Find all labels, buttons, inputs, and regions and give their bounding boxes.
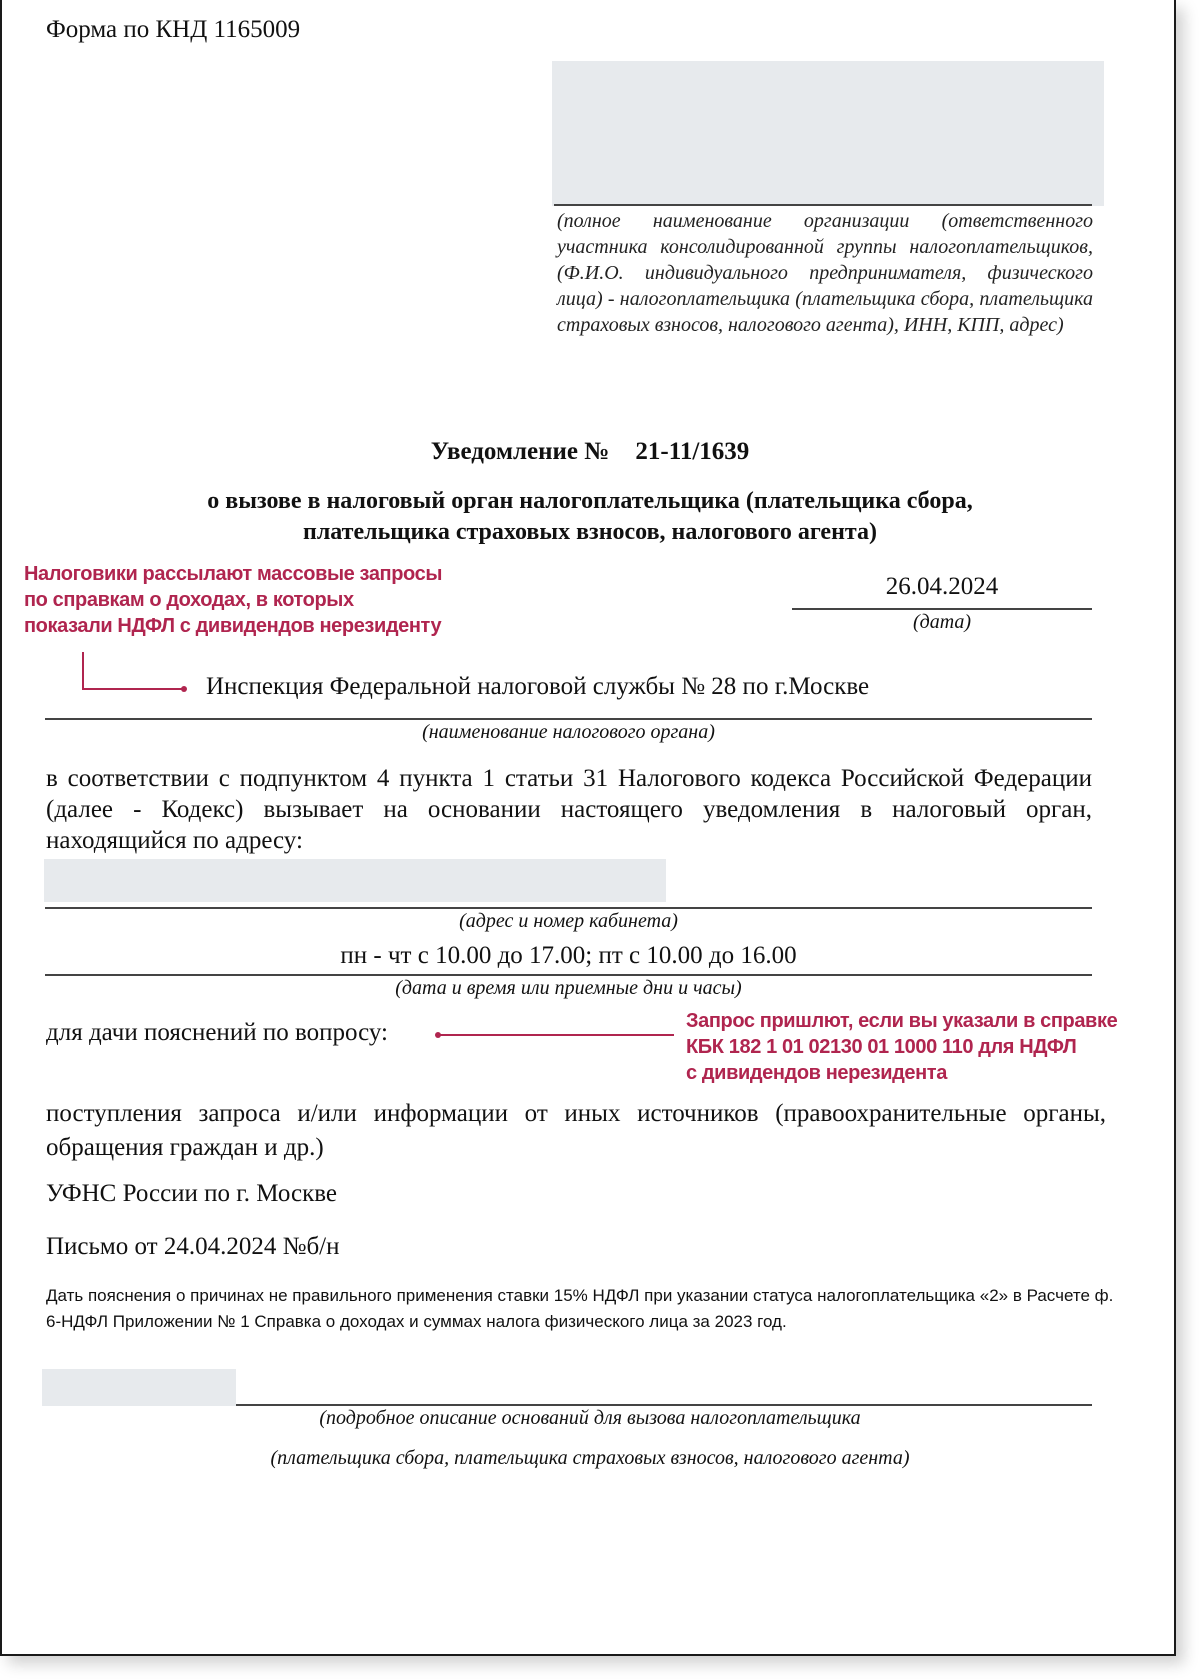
letter-reference: Письмо от 24.04.2024 №б/н (46, 1233, 340, 1260)
annotation-connector-line (438, 1034, 674, 1036)
reason-caption: (плательщика сбора, плательщика страховых взносов, налогового агента) (270, 1447, 910, 1469)
reason-underline (236, 1404, 1092, 1406)
taxpayer-redacted-field (552, 61, 1104, 206)
annotation-line: с дивидендов нерезидента (686, 1062, 947, 1084)
annotation-kbk-condition (686, 1008, 1117, 1086)
notice-number: 21-11/1639 (635, 438, 750, 465)
notice-subtitle-line: о вызове в налоговый орган налогоплательщика (плательщика сбора, (207, 488, 973, 514)
annotation-mass-requests (24, 561, 442, 639)
annotation-line: Налоговики рассылают массовые запросы (24, 563, 443, 585)
address-redacted-field (44, 859, 666, 902)
reception-hours: пн - чт с 10.00 до 17.00; пт с 10.00 до 16.00 (340, 942, 797, 969)
annotation-line: показали НДФЛ с дивидендов нерезиденту (24, 615, 442, 637)
question-text: поступления запроса и/или информации от иных источников (правоохранительные органы, обращения граждан и др.) (46, 1100, 1106, 1161)
notice-title-label: Уведомление № (430, 438, 610, 465)
summons-body-text: в соответствии с подпунктом 4 пункта 1 статьи 31 Налогового кодекса Российской Федерации (далее - Кодекс) вызывает на основании настоящего уведомления в налоговый орган, находящийся по адресу: (46, 765, 1092, 854)
hours-caption: (дата и время или приемные дни и часы) (395, 977, 742, 999)
tax-authority-name: Инспекция Федеральной налоговой службы № 28 по г.Москве (206, 673, 870, 700)
form-code: Форма по КНД 1165009 (46, 16, 301, 43)
annotation-connector-line (82, 652, 84, 689)
reason-redacted-field (42, 1369, 236, 1406)
question-label: для дачи пояснений по вопросу: (46, 1019, 388, 1046)
hours-underline (45, 974, 1092, 976)
annotation-connector-line (82, 688, 182, 690)
tax-authority-caption: (наименование налогового органа) (422, 721, 715, 743)
notice-date: 26.04.2024 (885, 573, 999, 600)
taxpayer-caption: (полное наименование организации (ответственного участника консолидированной группы налогоплательщиков, (Ф.И.О. индивидуального предпринимателя, физического лица) - налогоплательщика (плательщика сбора, плательщика страховых взносов, налогового агента), ИНН, КПП, адрес) (557, 210, 1093, 336)
address-caption: (адрес и номер кабинета) (459, 910, 678, 932)
summons-reason-text: Дать пояснения о причинах не правильного применения ставки 15% НДФЛ при указании статуса налогоплательщика «2» в Расчете ф. 6-НДФЛ Приложении № 1 Справка о доходах и суммах налога физического лица за 2023 год. (46, 1286, 1114, 1331)
annotation-pointer-dot-icon (181, 686, 187, 692)
annotation-line: КБК 182 1 01 02130 01 1000 110 для НДФЛ (686, 1036, 1077, 1058)
date-underline (792, 608, 1092, 610)
reason-caption: (подробное описание оснований для вызова налогоплательщика (319, 1407, 861, 1429)
annotation-line: Запрос пришлют, если вы указали в справке (686, 1010, 1118, 1032)
tax-authority-underline (45, 718, 1092, 720)
notice-subtitle (2, 486, 1178, 548)
source-organization: УФНС России по г. Москве (46, 1180, 337, 1207)
annotation-line: по справкам о доходах, в которых (24, 589, 354, 611)
date-caption: (дата) (912, 611, 972, 633)
taxpayer-underline (554, 204, 1092, 206)
address-underline (45, 907, 1092, 909)
notice-subtitle-line: плательщика страховых взносов, налогового агента) (303, 519, 877, 545)
notice-title (2, 438, 1178, 466)
